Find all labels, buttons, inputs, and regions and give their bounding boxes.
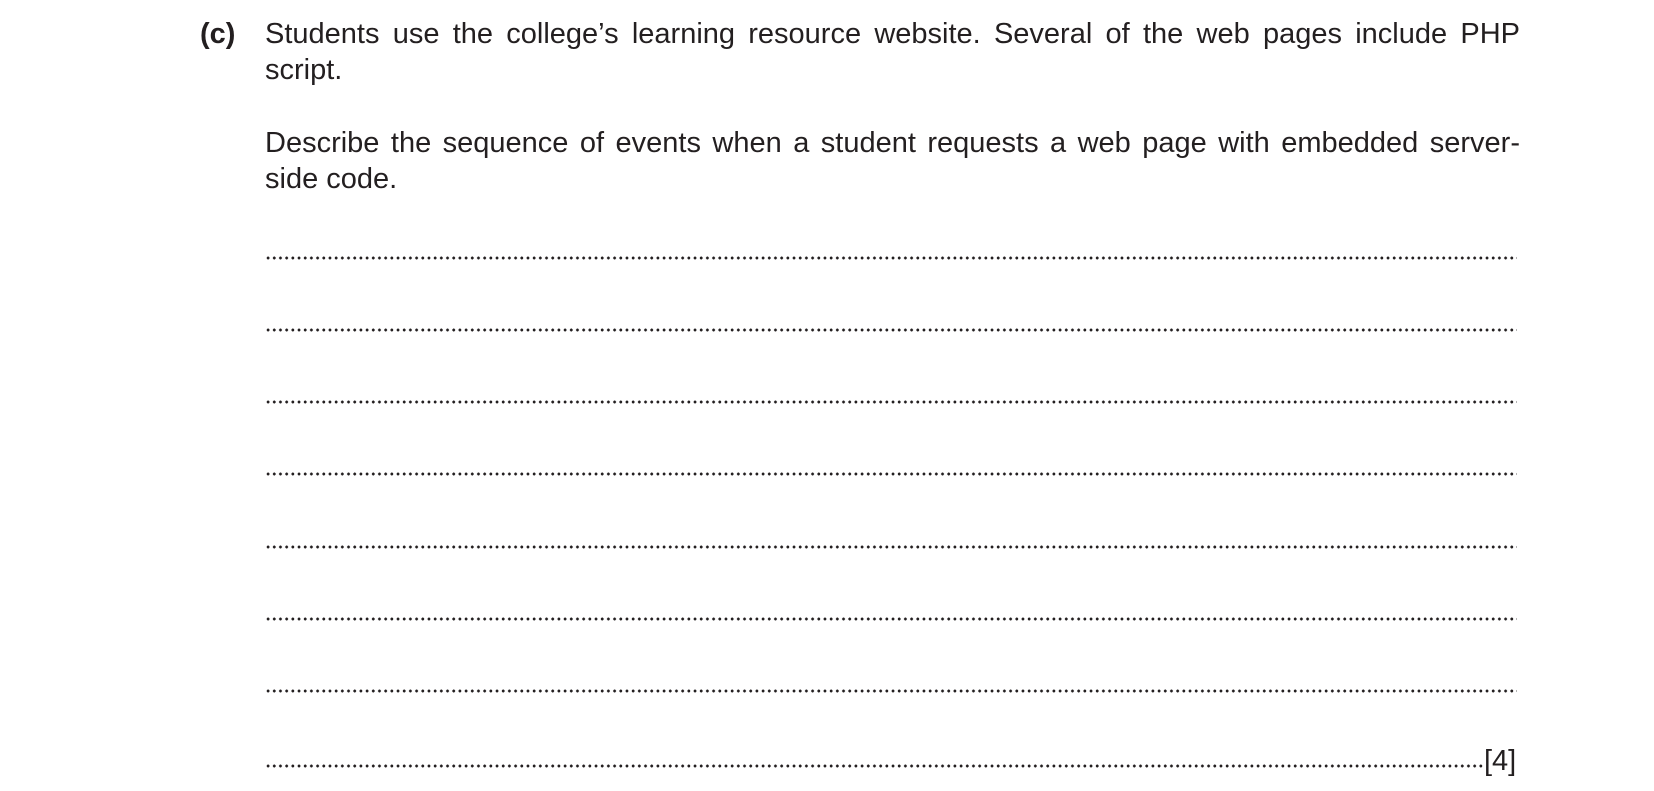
answer-line[interactable] (265, 256, 1517, 260)
answer-line[interactable] (265, 689, 1517, 693)
question-instruction: Describe the sequence of events when a student requests a web page with embedded server-side code. (265, 127, 1520, 195)
answer-line[interactable] (265, 764, 1483, 768)
question-stem: Students use the college’s learning resource website. Several of the web pages include PHP script. (265, 18, 1520, 86)
answer-line[interactable] (265, 400, 1517, 404)
answer-line[interactable] (265, 472, 1517, 476)
answer-line[interactable] (265, 545, 1517, 549)
answer-line[interactable] (265, 617, 1517, 621)
answer-line[interactable] (265, 328, 1517, 332)
question-label: (c) (200, 18, 236, 50)
answer-area (265, 0, 1520, 791)
marks-indicator: [4] (1484, 745, 1517, 777)
